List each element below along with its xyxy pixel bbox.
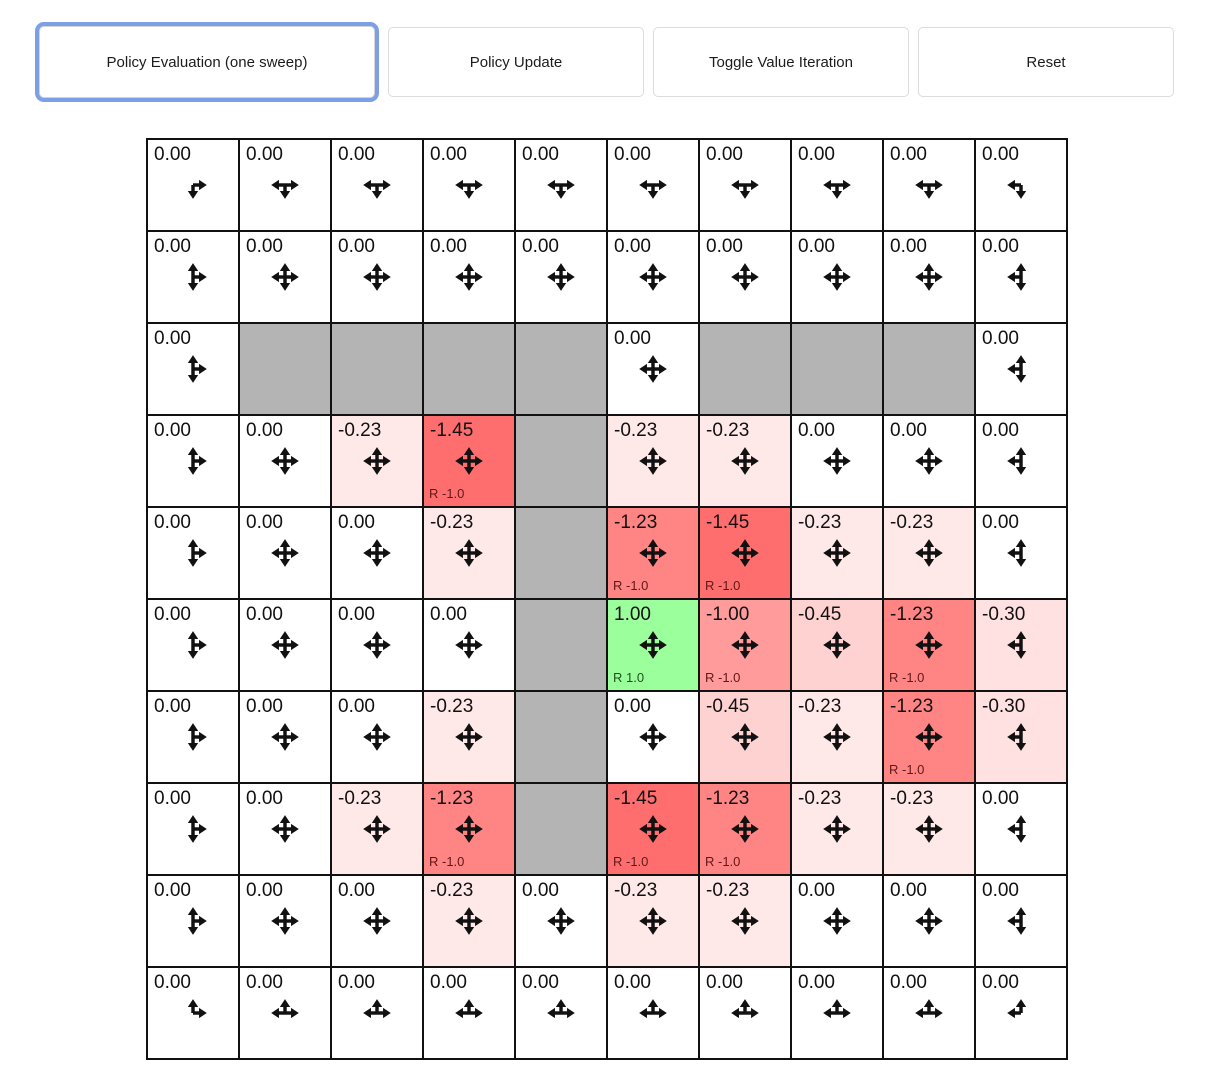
grid-cell[interactable]: [423, 967, 515, 1059]
grid-cell[interactable]: [607, 415, 699, 507]
state-value: 0.00: [522, 972, 559, 993]
grid-cell[interactable]: [883, 507, 975, 599]
policy-arrows-icon: [358, 810, 396, 848]
state-value: -0.23: [798, 512, 842, 533]
policy-arrows-icon: [450, 166, 488, 204]
reward-label: R 1.0: [613, 670, 645, 685]
grid-cell[interactable]: [331, 507, 423, 599]
state-value: 0.00: [154, 788, 191, 809]
policy-arrows-icon: [910, 442, 948, 480]
state-value: 0.00: [338, 696, 375, 717]
reward-label: R -1.0: [613, 854, 649, 869]
state-value: 0.00: [338, 144, 375, 165]
grid-cell[interactable]: [791, 507, 883, 599]
state-value: 0.00: [154, 972, 191, 993]
grid-cell[interactable]: [975, 507, 1067, 599]
state-value: 0.00: [890, 144, 927, 165]
grid-cell[interactable]: [607, 231, 699, 323]
grid-cell[interactable]: [239, 231, 331, 323]
grid-cell[interactable]: [331, 599, 423, 691]
state-value: 0.00: [982, 972, 1019, 993]
grid-cell[interactable]: [147, 691, 239, 783]
policy-arrows-icon: [266, 534, 304, 572]
policy-arrows-icon: [726, 902, 764, 940]
state-value: -1.00: [706, 604, 750, 625]
grid-cell[interactable]: [791, 691, 883, 783]
state-value: 0.00: [246, 144, 283, 165]
policy-arrows-icon: [818, 258, 856, 296]
grid-cell[interactable]: [975, 599, 1067, 691]
state-value: -0.23: [338, 788, 382, 809]
policy-arrows-icon: [726, 258, 764, 296]
state-value: 0.00: [706, 144, 743, 165]
policy-arrows-icon: [174, 902, 212, 940]
grid-cell[interactable]: [331, 231, 423, 323]
grid-cell[interactable]: [515, 139, 607, 231]
policy-arrows-icon: [818, 810, 856, 848]
grid-cell[interactable]: [423, 139, 515, 231]
policy-arrows-icon: [726, 534, 764, 572]
policy-arrows-icon: [358, 258, 396, 296]
policy-arrows-icon: [1002, 902, 1040, 940]
policy-arrows-icon: [450, 626, 488, 664]
state-value: 0.00: [246, 420, 283, 441]
grid-cell[interactable]: [975, 139, 1067, 231]
wall-cell: [239, 323, 331, 415]
policy-arrows-icon: [266, 718, 304, 756]
policy-arrows-icon: [1002, 994, 1040, 1032]
policy-arrows-icon: [358, 442, 396, 480]
policy-arrows-icon: [1002, 350, 1040, 388]
state-value: -0.45: [798, 604, 842, 625]
state-value: 0.00: [798, 972, 835, 993]
grid-cell[interactable]: [699, 139, 791, 231]
state-value: -0.23: [338, 420, 382, 441]
policy-arrows-icon: [910, 166, 948, 204]
state-value: 0.00: [982, 144, 1019, 165]
reward-label: R -1.0: [705, 578, 741, 593]
grid-cell[interactable]: [147, 139, 239, 231]
policy-arrows-icon: [634, 902, 672, 940]
policy-arrows-icon: [634, 810, 672, 848]
wall-cell: [515, 783, 607, 875]
policy-arrows-icon: [910, 902, 948, 940]
grid-cell[interactable]: [515, 967, 607, 1059]
wall-cell: [515, 507, 607, 599]
state-value: -1.23: [890, 696, 934, 717]
policy-arrows-icon: [818, 994, 856, 1032]
grid-cell[interactable]: [147, 507, 239, 599]
policy-arrows-icon: [358, 626, 396, 664]
policy-arrows-icon: [634, 442, 672, 480]
state-value: 0.00: [338, 880, 375, 901]
grid-cell[interactable]: [515, 231, 607, 323]
grid-cell[interactable]: [883, 967, 975, 1059]
state-value: 0.00: [890, 236, 927, 257]
state-value: 0.00: [154, 236, 191, 257]
policy-arrows-icon: [266, 442, 304, 480]
policy-arrows-icon: [910, 994, 948, 1032]
policy-arrows-icon: [818, 902, 856, 940]
grid-cell[interactable]: [331, 691, 423, 783]
state-value: 0.00: [614, 328, 651, 349]
state-value: 0.00: [246, 880, 283, 901]
grid-cell[interactable]: [607, 599, 699, 691]
state-value: 0.00: [246, 972, 283, 993]
policy-arrows-icon: [174, 626, 212, 664]
grid-cell[interactable]: [607, 875, 699, 967]
state-value: 0.00: [798, 144, 835, 165]
grid-cell[interactable]: [331, 139, 423, 231]
policy-arrows-icon: [818, 166, 856, 204]
state-value: 0.00: [154, 144, 191, 165]
policy-arrows-icon: [726, 810, 764, 848]
state-value: 0.00: [430, 236, 467, 257]
policy-arrows-icon: [634, 994, 672, 1032]
grid-cell[interactable]: [147, 415, 239, 507]
grid-cell[interactable]: [975, 875, 1067, 967]
grid-cell[interactable]: [975, 231, 1067, 323]
policy-arrows-icon: [634, 626, 672, 664]
grid-cell[interactable]: [239, 415, 331, 507]
grid-cell[interactable]: [607, 967, 699, 1059]
state-value: 0.00: [338, 972, 375, 993]
grid-cell[interactable]: [239, 783, 331, 875]
wall-cell: [515, 691, 607, 783]
grid-cell[interactable]: [147, 323, 239, 415]
policy-arrows-icon: [358, 994, 396, 1032]
state-value: 0.00: [982, 512, 1019, 533]
grid-cell[interactable]: [699, 875, 791, 967]
grid-cell[interactable]: [975, 783, 1067, 875]
state-value: 0.00: [246, 788, 283, 809]
policy-arrows-icon: [450, 718, 488, 756]
state-value: -1.23: [890, 604, 934, 625]
state-value: -1.45: [430, 420, 474, 441]
grid-cell[interactable]: [791, 415, 883, 507]
state-value: -0.23: [614, 880, 658, 901]
wall-cell: [515, 323, 607, 415]
state-value: 0.00: [890, 420, 927, 441]
gridworld-grid: [146, 138, 1068, 1060]
policy-arrows-icon: [174, 442, 212, 480]
grid-cell[interactable]: [791, 967, 883, 1059]
grid-cell[interactable]: [883, 139, 975, 231]
policy-arrows-icon: [1002, 810, 1040, 848]
grid-cell[interactable]: [791, 139, 883, 231]
state-value: -0.23: [706, 420, 750, 441]
state-value: -0.23: [614, 420, 658, 441]
grid-cell[interactable]: [975, 691, 1067, 783]
grid-cell[interactable]: [239, 691, 331, 783]
grid-cell[interactable]: [791, 875, 883, 967]
grid-cell[interactable]: [699, 599, 791, 691]
wall-cell: [423, 323, 515, 415]
grid-cell[interactable]: [331, 875, 423, 967]
grid-cell[interactable]: [975, 323, 1067, 415]
state-value: 0.00: [890, 972, 927, 993]
state-value: 0.00: [982, 420, 1019, 441]
policy-arrows-icon: [818, 442, 856, 480]
state-value: -1.23: [706, 788, 750, 809]
grid-cell[interactable]: [883, 691, 975, 783]
grid-cell[interactable]: [423, 691, 515, 783]
grid-cell[interactable]: [423, 599, 515, 691]
state-value: 0.00: [338, 236, 375, 257]
reward-label: R -1.0: [889, 762, 925, 777]
grid-cell[interactable]: [239, 507, 331, 599]
policy-arrows-icon: [726, 626, 764, 664]
reward-label: R -1.0: [705, 670, 741, 685]
policy-arrows-icon: [358, 166, 396, 204]
policy-arrows-icon: [266, 166, 304, 204]
grid-cell[interactable]: [883, 783, 975, 875]
policy-arrows-icon: [266, 810, 304, 848]
state-value: 0.00: [614, 972, 651, 993]
grid-cell[interactable]: [883, 875, 975, 967]
state-value: 0.00: [798, 420, 835, 441]
state-value: -0.30: [982, 696, 1026, 717]
grid-cell[interactable]: [883, 231, 975, 323]
grid-cell[interactable]: [699, 783, 791, 875]
state-value: -1.45: [614, 788, 658, 809]
state-value: -0.30: [982, 604, 1026, 625]
policy-arrows-icon: [174, 350, 212, 388]
state-value: -0.23: [890, 788, 934, 809]
grid-cell[interactable]: [975, 967, 1067, 1059]
policy-arrows-icon: [266, 258, 304, 296]
policy-arrows-icon: [910, 718, 948, 756]
state-value: 0.00: [614, 236, 651, 257]
toggle-value-iteration-button[interactable]: Toggle Value Iteration: [653, 27, 909, 97]
state-value: 0.00: [430, 144, 467, 165]
grid-cell[interactable]: [239, 599, 331, 691]
grid-cell[interactable]: [791, 783, 883, 875]
grid-cell[interactable]: [975, 415, 1067, 507]
policy-arrows-icon: [726, 718, 764, 756]
grid-cell[interactable]: [699, 967, 791, 1059]
state-value: -1.23: [430, 788, 474, 809]
policy-arrows-icon: [634, 534, 672, 572]
grid-cell[interactable]: [607, 323, 699, 415]
policy-arrows-icon: [818, 534, 856, 572]
state-value: 0.00: [246, 236, 283, 257]
policy-arrows-icon: [358, 902, 396, 940]
policy-arrows-icon: [174, 166, 212, 204]
state-value: -0.23: [706, 880, 750, 901]
state-value: 0.00: [430, 604, 467, 625]
policy-arrows-icon: [726, 166, 764, 204]
policy-evaluation-button[interactable]: Policy Evaluation (one sweep): [35, 22, 379, 102]
policy-arrows-icon: [1002, 534, 1040, 572]
state-value: -1.45: [706, 512, 750, 533]
policy-arrows-icon: [266, 626, 304, 664]
policy-arrows-icon: [450, 442, 488, 480]
grid-cell[interactable]: [331, 967, 423, 1059]
grid-cell[interactable]: [791, 231, 883, 323]
state-value: -0.23: [798, 696, 842, 717]
wall-cell: [791, 323, 883, 415]
grid-cell[interactable]: [331, 415, 423, 507]
policy-arrows-icon: [818, 718, 856, 756]
grid-cell[interactable]: [607, 691, 699, 783]
policy-arrows-icon: [1002, 258, 1040, 296]
wall-cell: [515, 599, 607, 691]
reset-button[interactable]: Reset: [918, 27, 1174, 97]
state-value: 0.00: [522, 236, 559, 257]
policy-arrows-icon: [174, 534, 212, 572]
state-value: 0.00: [246, 604, 283, 625]
grid-cell[interactable]: [239, 875, 331, 967]
grid-cell[interactable]: [239, 139, 331, 231]
grid-cell[interactable]: [515, 875, 607, 967]
grid-cell[interactable]: [147, 967, 239, 1059]
grid-cell[interactable]: [331, 783, 423, 875]
state-value: -0.23: [430, 696, 474, 717]
grid-cell[interactable]: [699, 691, 791, 783]
state-value: 0.00: [154, 880, 191, 901]
state-value: 0.00: [430, 972, 467, 993]
grid-cell[interactable]: [699, 415, 791, 507]
state-value: 0.00: [154, 696, 191, 717]
policy-arrows-icon: [358, 718, 396, 756]
wall-cell: [515, 415, 607, 507]
policy-arrows-icon: [450, 534, 488, 572]
state-value: -0.23: [798, 788, 842, 809]
grid-cell[interactable]: [607, 783, 699, 875]
grid-cell[interactable]: [883, 599, 975, 691]
policy-arrows-icon: [174, 994, 212, 1032]
state-value: 0.00: [522, 880, 559, 901]
policy-arrows-icon: [174, 718, 212, 756]
grid-cell[interactable]: [423, 415, 515, 507]
policy-arrows-icon: [818, 626, 856, 664]
state-value: 0.00: [338, 512, 375, 533]
grid-cell[interactable]: [423, 783, 515, 875]
grid-cell[interactable]: [699, 231, 791, 323]
policy-arrows-icon: [634, 350, 672, 388]
policy-arrows-icon: [174, 258, 212, 296]
state-value: -1.23: [614, 512, 658, 533]
policy-arrows-icon: [910, 258, 948, 296]
policy-arrows-icon: [910, 534, 948, 572]
state-value: 0.00: [154, 420, 191, 441]
policy-arrows-icon: [910, 810, 948, 848]
state-value: 0.00: [982, 236, 1019, 257]
policy-arrows-icon: [634, 166, 672, 204]
state-value: 0.00: [706, 972, 743, 993]
policy-arrows-icon: [266, 902, 304, 940]
state-value: 0.00: [890, 880, 927, 901]
state-value: 0.00: [154, 512, 191, 533]
grid-cell[interactable]: [699, 507, 791, 599]
grid-cell[interactable]: [423, 875, 515, 967]
policy-arrows-icon: [450, 810, 488, 848]
policy-arrows-icon: [358, 534, 396, 572]
policy-arrows-icon: [450, 258, 488, 296]
grid-cell[interactable]: [239, 967, 331, 1059]
policy-arrows-icon: [450, 994, 488, 1032]
state-value: 0.00: [982, 788, 1019, 809]
reward-label: R -1.0: [613, 578, 649, 593]
grid-cell[interactable]: [147, 875, 239, 967]
reward-label: R -1.0: [705, 854, 741, 869]
policy-arrows-icon: [1002, 166, 1040, 204]
grid-cell[interactable]: [423, 231, 515, 323]
policy-arrows-icon: [542, 258, 580, 296]
policy-arrows-icon: [266, 994, 304, 1032]
policy-update-button[interactable]: Policy Update: [388, 27, 644, 97]
policy-arrows-icon: [542, 902, 580, 940]
policy-arrows-icon: [910, 626, 948, 664]
policy-arrows-icon: [1002, 626, 1040, 664]
wall-cell: [331, 323, 423, 415]
state-value: 0.00: [982, 328, 1019, 349]
state-value: -0.23: [890, 512, 934, 533]
reward-label: R -1.0: [889, 670, 925, 685]
grid-cell[interactable]: [147, 783, 239, 875]
toolbar: [35, 22, 1174, 102]
grid-cell[interactable]: [607, 507, 699, 599]
state-value: 0.00: [614, 696, 651, 717]
reward-label: R -1.0: [429, 854, 465, 869]
state-value: 1.00: [614, 604, 651, 625]
state-value: 0.00: [798, 236, 835, 257]
wall-cell: [699, 323, 791, 415]
policy-arrows-icon: [1002, 718, 1040, 756]
state-value: 0.00: [154, 328, 191, 349]
state-value: 0.00: [522, 144, 559, 165]
state-value: 0.00: [154, 604, 191, 625]
policy-arrows-icon: [726, 994, 764, 1032]
reward-label: R -1.0: [429, 486, 465, 501]
policy-arrows-icon: [1002, 442, 1040, 480]
grid-cell[interactable]: [147, 599, 239, 691]
state-value: -0.45: [706, 696, 750, 717]
grid-cell[interactable]: [423, 507, 515, 599]
state-value: -0.23: [430, 512, 474, 533]
policy-arrows-icon: [726, 442, 764, 480]
policy-arrows-icon: [542, 166, 580, 204]
state-value: -0.23: [430, 880, 474, 901]
state-value: 0.00: [246, 512, 283, 533]
state-value: 0.00: [982, 880, 1019, 901]
state-value: 0.00: [706, 236, 743, 257]
policy-arrows-icon: [634, 718, 672, 756]
policy-arrows-icon: [450, 902, 488, 940]
state-value: 0.00: [246, 696, 283, 717]
policy-arrows-icon: [174, 810, 212, 848]
state-value: 0.00: [338, 604, 375, 625]
grid-cell[interactable]: [791, 599, 883, 691]
policy-arrows-icon: [542, 994, 580, 1032]
grid-cell[interactable]: [147, 231, 239, 323]
grid-cell[interactable]: [883, 415, 975, 507]
policy-arrows-icon: [634, 258, 672, 296]
grid-cell[interactable]: [607, 139, 699, 231]
wall-cell: [883, 323, 975, 415]
state-value: 0.00: [614, 144, 651, 165]
state-value: 0.00: [798, 880, 835, 901]
